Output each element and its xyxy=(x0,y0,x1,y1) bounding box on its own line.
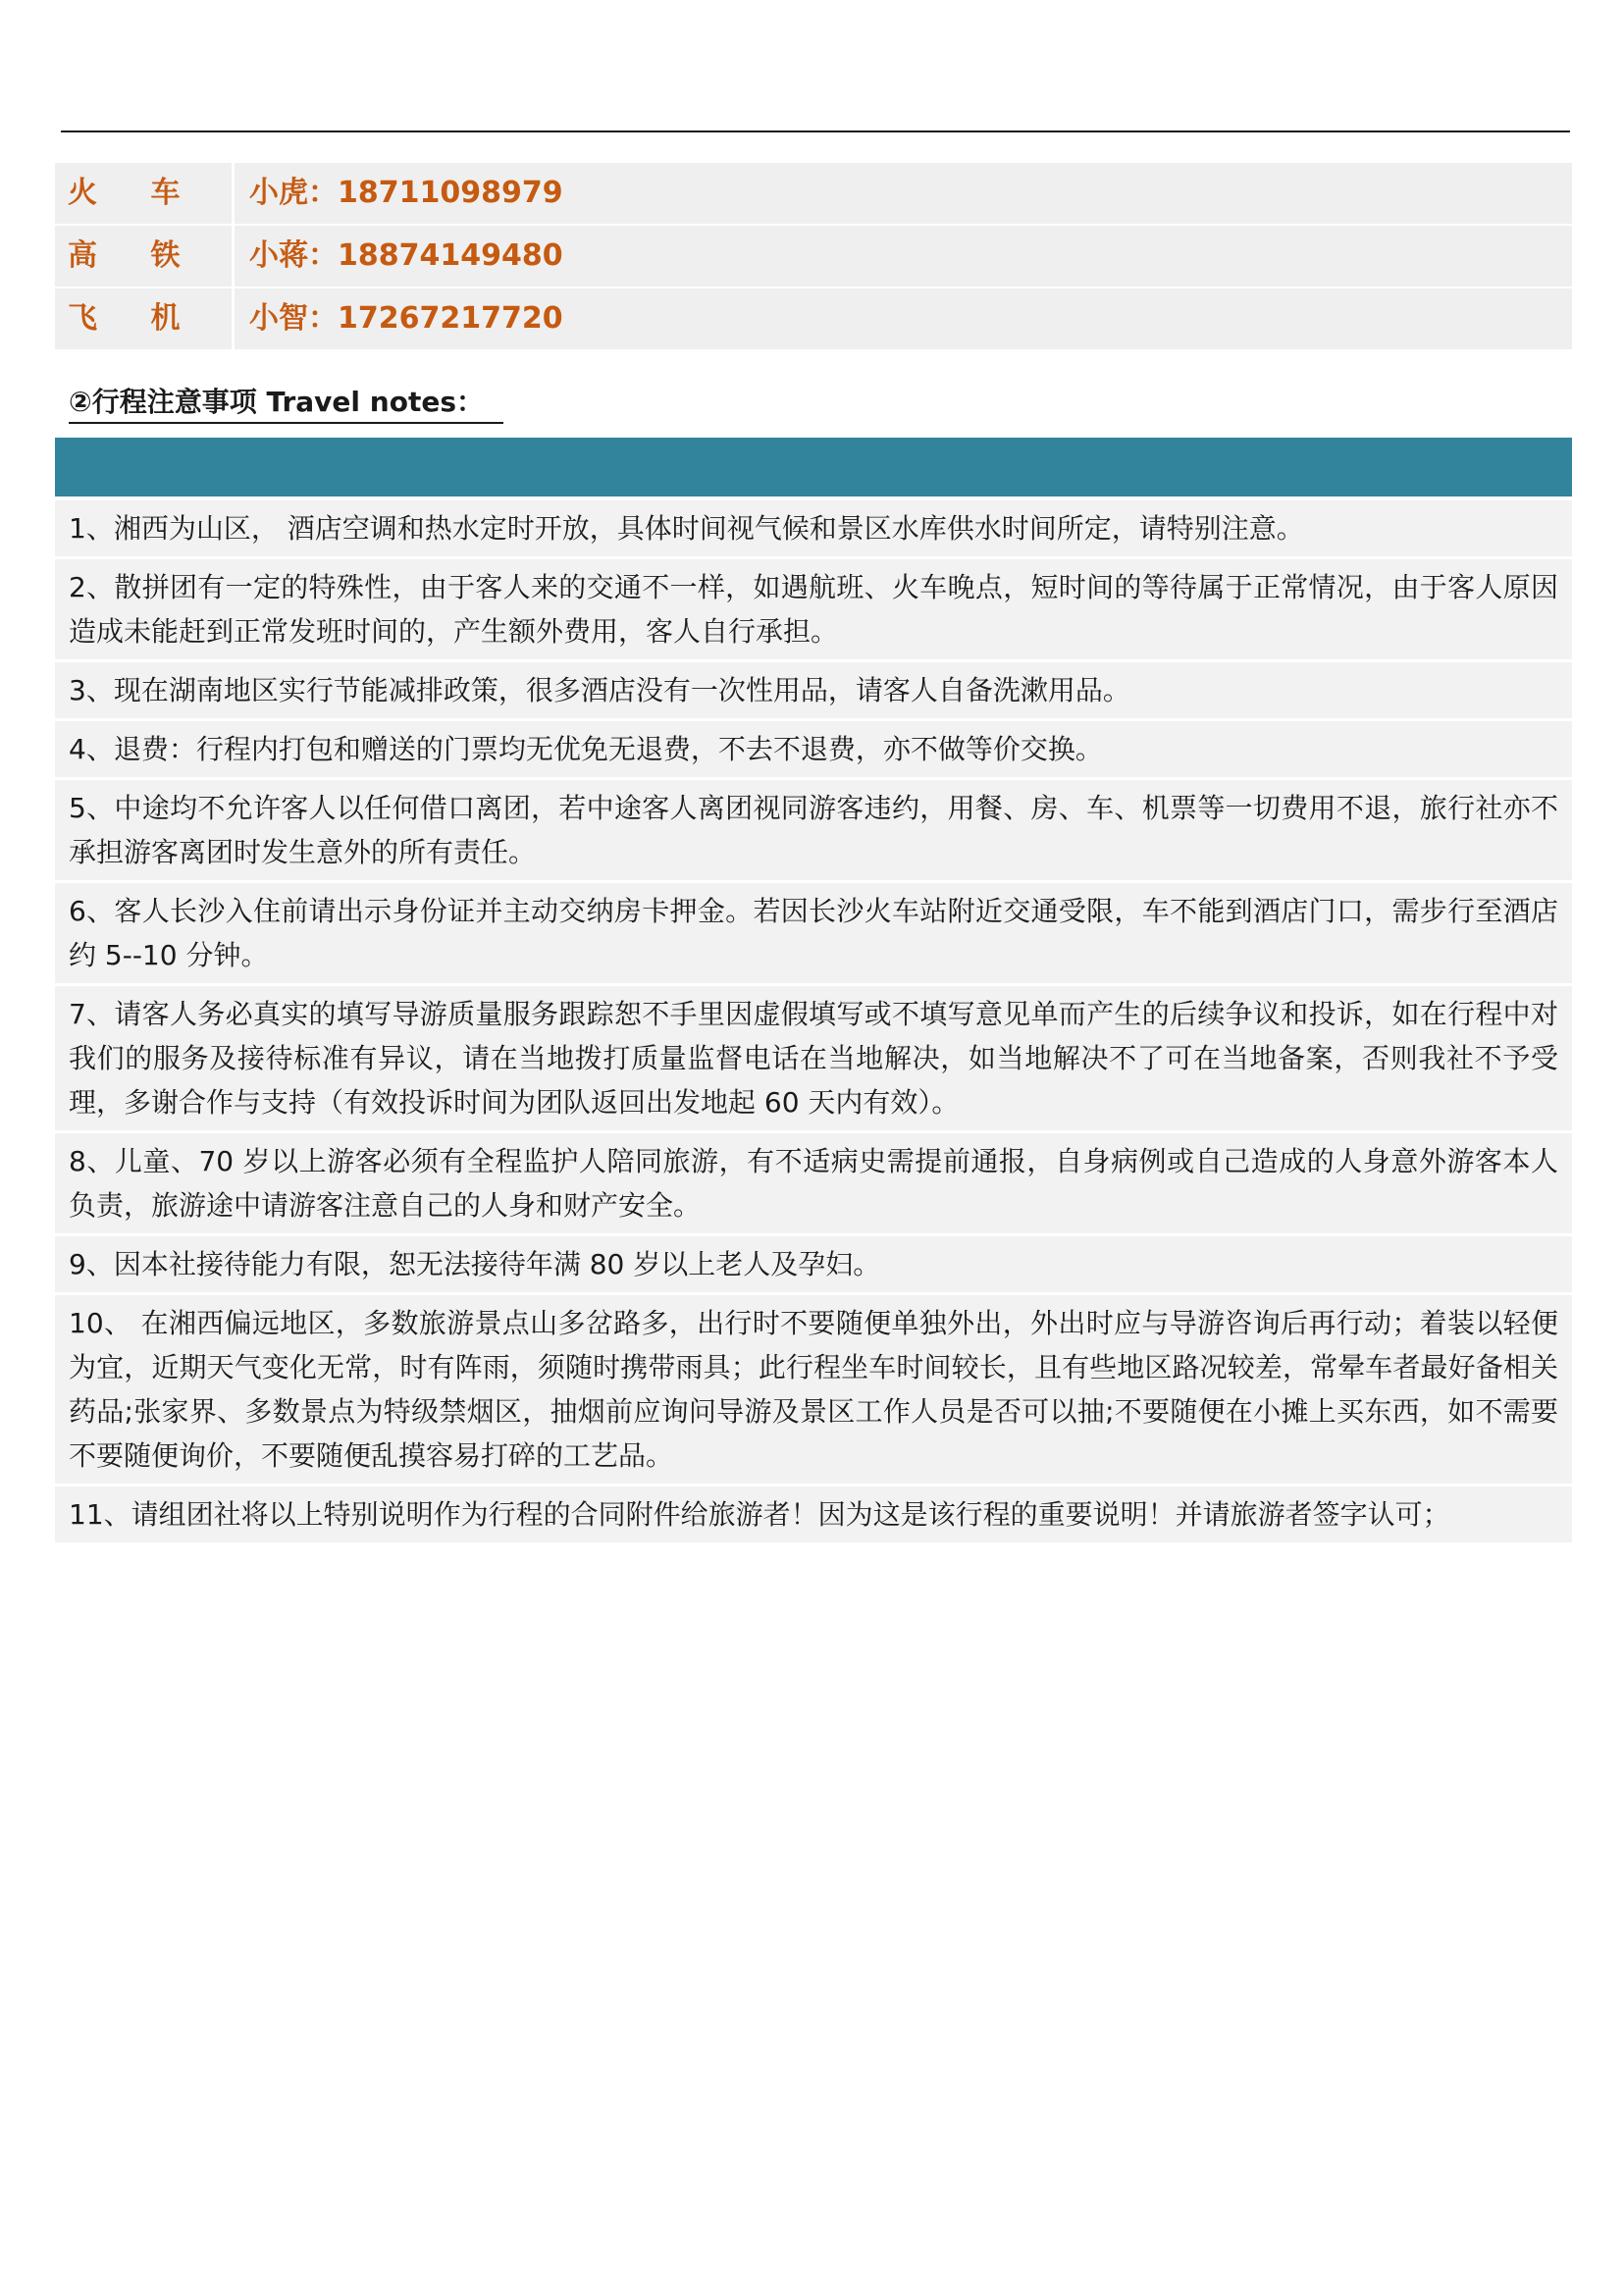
note-item: 7、请客人务必真实的填写导游质量服务跟踪恕不手里因虚假填写或不填写意见单而产生的后续争议和投诉，如在行程中对我们的服务及接待标准有异议，请在当地拨打质量监督电话在当地解决，如当地解决不了可在当地备案，否则我社不予受理，多谢合作与支持（有效投诉时间为团队返回出发地起 60 天内有效）。 xyxy=(55,986,1572,1130)
note-item: 2、散拼团有一定的特殊性，由于客人来的交通不一样，如遇航班、火车晚点，短时间的等待属于正常情况，由于客人原因造成未能赶到正常发班时间的，产生额外费用，客人自行承担。 xyxy=(55,559,1572,659)
contact-row-flight xyxy=(55,288,1572,349)
top-rule xyxy=(61,130,1570,132)
note-item: 9、因本社接待能力有限，恕无法接待年满 80 岁以上老人及孕妇。 xyxy=(55,1236,1572,1292)
note-item: 10、 在湘西偏远地区，多数旅游景点山多岔路多，出行时不要随便单独外出，外出时应与导游咨询后再行动；着装以轻便为宜，近期天气变化无常，时有阵雨，须随时携带雨具；此行程坐车时间较长，且有些地区路况较差，常晕车者最好备相关药品;张家界、多数景点为特级禁烟区，抽烟前应询问导游及景区工作人员是否可以抽;不要随便在小摊上买东西，如不需要不要随便询价，不要随便乱摸容易打碎的工艺品。 xyxy=(55,1295,1572,1484)
contact-row-highspeed-rail xyxy=(55,226,1572,287)
travel-notes-list xyxy=(55,500,1572,1545)
contact-table xyxy=(55,163,1572,351)
note-item: 3、现在湖南地区实行节能减排政策，很多酒店没有一次性用品，请客人自备洗漱用品。 xyxy=(55,662,1572,718)
note-item: 8、儿童、70 岁以上游客必须有全程监护人陪同旅游，有不适病史需提前通报，自身病例或自己造成的人身意外游客本人负责，旅游途中请游客注意自己的人身和财产安全。 xyxy=(55,1133,1572,1233)
note-item: 6、客人长沙入住前请出示身份证并主动交纳房卡押金。若因长沙火车站附近交通受限，车不能到酒店门口，需步行至酒店约 5--10 分钟。 xyxy=(55,883,1572,983)
note-item: 11、请组团社将以上特别说明作为行程的合同附件给旅游者！因为这是该行程的重要说明！并请旅游者签字认可； xyxy=(55,1487,1572,1542)
transport-mode-label: 飞 机 xyxy=(55,288,235,349)
contact-phone: 小蒋：18874149480 xyxy=(249,238,563,273)
note-item: 5、中途均不允许客人以任何借口离团，若中途客人离团视同游客违约，用餐、房、车、机票等一切费用不退，旅行社亦不承担游客离团时发生意外的所有责任。 xyxy=(55,780,1572,880)
contact-row-train xyxy=(55,163,1572,224)
note-item: 1、湘西为山区， 酒店空调和热水定时开放，具体时间视气候和景区水库供水时间所定，请特别注意。 xyxy=(55,500,1572,556)
contact-phone: 小智：17267217720 xyxy=(249,301,563,336)
transport-mode-label: 高 铁 xyxy=(55,226,235,287)
transport-mode-label: 火 车 xyxy=(55,163,235,224)
note-item: 4、退费：行程内打包和赠送的门票均无优免无退费，不去不退费，亦不做等价交换。 xyxy=(55,721,1572,777)
section-title: ②行程注意事项 Travel notes： xyxy=(69,383,503,424)
section-header-bar xyxy=(55,438,1572,496)
contact-phone: 小虎：18711098979 xyxy=(249,176,563,210)
